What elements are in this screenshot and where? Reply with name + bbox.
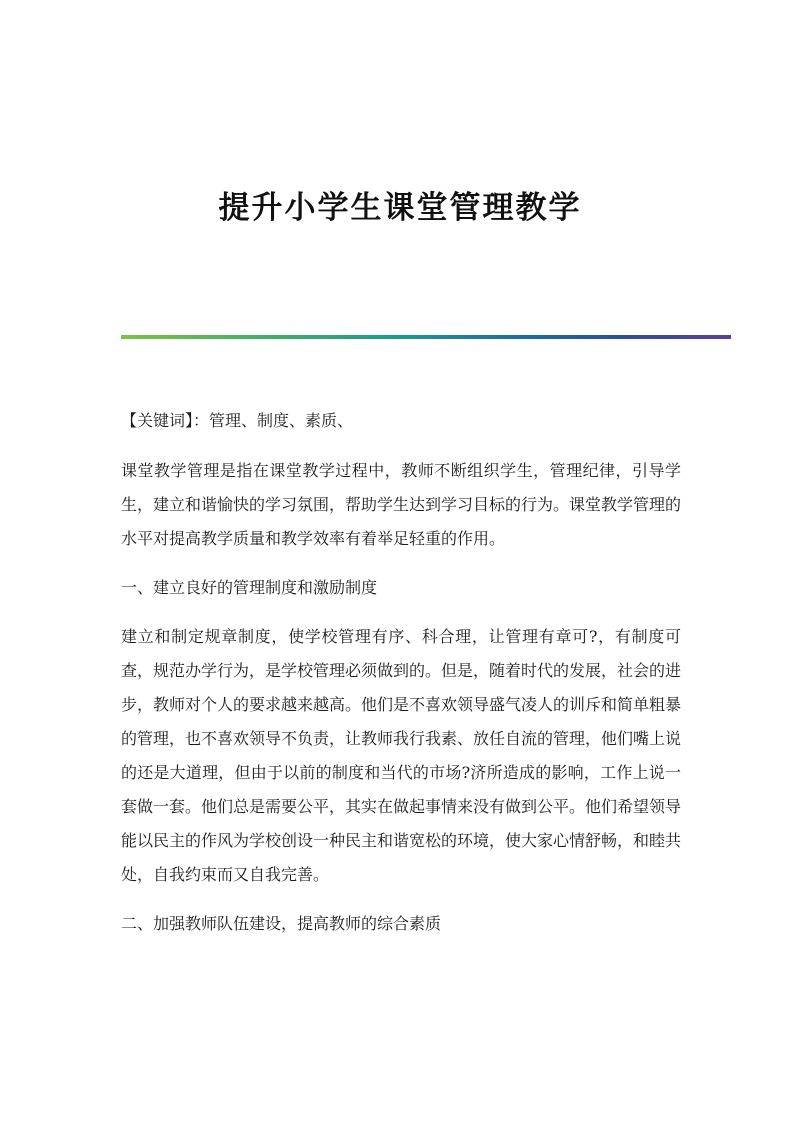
title-divider [121,335,731,339]
keywords-line [121,404,681,438]
section-1-paragraph: 建立和制定规章制度，使学校管理有序、科合理，让管理有章可?，有制度可查，规范办学行为，是学校管理必须做到的。但是，随着时代的发展，社会的进步，教师对个人的要求越来越高。他们是不喜欢领导盛气凌人的训斥和简单粗暴的管理，也不喜欢领导不负责，让教师我行我素、放任自流的管理，他们嘴上说的还是大道理，但由于以前的制度和当代的市场?济所造成的影响，工作上说一套做一套。他们总是需要公平，其实在做起事情来没有做到公平。他们希望领导能以民主的作风为学校创设一种民主和谐宽松的环境，使大家心情舒畅，和睦共处，自我约束而又自我完善。 [121,627,682,884]
section-heading-1: 一、建立良好的管理制度和激励制度 [121,578,378,597]
keywords-text: 管理、制度、素质、 [209,411,354,430]
intro-paragraph: 课堂教学管理是指在课堂教学过程中，教师不断组织学生，管理纪律，引导学生，建立和谐愉快的学习氛围，帮助学生达到学习目标的行为。课堂教学管理的水平对提高教学质量和教学效率有着举足轻重的作用。 [121,461,682,548]
page-title: 提升小学生课堂管理教学 [218,190,582,226]
keywords-label: 【关键词】： [121,411,210,430]
document-body [121,404,681,956]
section-heading-2: 二、加强教师队伍建设，提高教师的综合素质 [121,914,442,933]
